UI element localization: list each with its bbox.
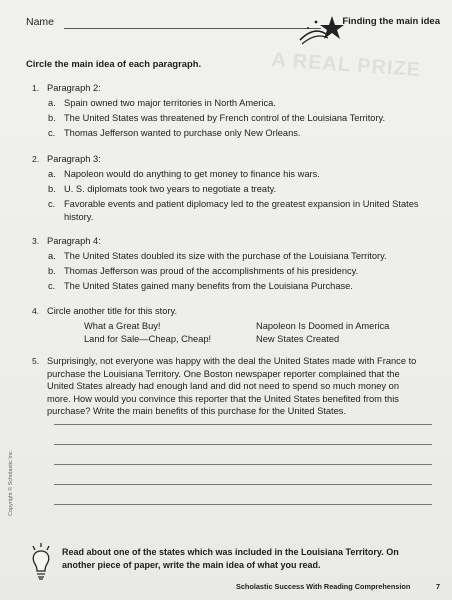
option-letter: b. [48, 113, 56, 123]
question-heading: Paragraph 3: [47, 154, 101, 164]
question-heading: Circle another title for this story. [47, 306, 178, 316]
option-text: The United States gained many benefits from the Louisiana Purchase. [64, 281, 353, 291]
section-title: Finding the main idea [342, 16, 440, 27]
option-text: U. S. diplomats took two years to negotiate a treaty. [64, 184, 277, 194]
option-letter: c. [48, 199, 56, 209]
question-heading: Paragraph 4: [47, 236, 101, 246]
book-title: Scholastic Success With Reading Comprehension [236, 582, 411, 591]
lightbulb-icon [30, 542, 52, 582]
answer-line-1[interactable] [54, 424, 432, 425]
option-text: The United States was threatened by French control of the Louisiana Territory. [64, 113, 386, 123]
option-text: Spain owned two major territories in North America. [64, 98, 276, 108]
copyright-notice: Copyright © Scholastic Inc. [8, 449, 14, 516]
question-number: 4. [32, 306, 40, 316]
option-letter: b. [48, 184, 56, 194]
title-choice[interactable]: Land for Sale—Cheap, Cheap! [84, 334, 212, 344]
page-header [26, 14, 446, 44]
name-label: Name [26, 16, 55, 28]
option-letter: b. [48, 266, 56, 276]
shooting-star-icon [296, 14, 344, 46]
show-through-text: A REAL PRIZE [270, 48, 422, 82]
option-letter: a. [48, 98, 56, 108]
extension-activity: Read about one of the states which was included in the Louisiana Territory. On another piece of paper, write the main idea of what you read. [62, 547, 399, 570]
option-text: Thomas Jefferson was proud of the accomplishments of his presidency. [64, 266, 359, 276]
question-5 [32, 355, 422, 417]
option-text: Favorable events and patient diplomacy led to the greatest expansion in United States history. [64, 199, 419, 222]
option-letter: a. [48, 169, 56, 179]
title-choice[interactable]: Napoleon Is Doomed in America [256, 321, 390, 331]
option-text: The United States doubled its size with the purchase of the Louisiana Territory. [64, 251, 387, 261]
title-choice[interactable]: New States Created [256, 334, 340, 344]
page-number: 7 [436, 582, 441, 591]
question-number: 5. [32, 356, 40, 366]
answer-line-2[interactable] [54, 444, 432, 445]
answer-line-4[interactable] [54, 484, 432, 485]
option-letter: a. [48, 251, 56, 261]
question-4 [32, 305, 422, 319]
title-choice[interactable]: What a Great Buy! [84, 321, 161, 331]
option-letter: c. [48, 281, 56, 291]
name-write-line[interactable] [64, 28, 321, 29]
option-text: Thomas Jefferson wanted to purchase only New Orleans. [64, 128, 301, 138]
option-letter: c. [48, 128, 56, 138]
question-number: 2. [32, 154, 40, 164]
question-number: 1. [32, 83, 40, 93]
instructions: Circle the main idea of each paragraph. [26, 58, 202, 69]
question-1 [32, 82, 422, 142]
option-text: Napoleon would do anything to get money to finance his wars. [64, 169, 320, 179]
question-3 [32, 235, 422, 295]
answer-line-3[interactable] [54, 464, 432, 465]
question-prompt: Surprisingly, not everyone was happy with the deal the United States made with France to purchase the Louisiana Territory. One Boston newspaper reporter complained that the United States already had enough land and did not need to spend so much money on more. How would you convince this reporter that the United States benefited from this purchase? Write the main benefits of this purchase for the United States. [47, 356, 417, 416]
question-number: 3. [32, 236, 40, 246]
question-heading: Paragraph 2: [47, 83, 101, 93]
question-2 [32, 153, 422, 225]
answer-line-5[interactable] [54, 504, 432, 505]
